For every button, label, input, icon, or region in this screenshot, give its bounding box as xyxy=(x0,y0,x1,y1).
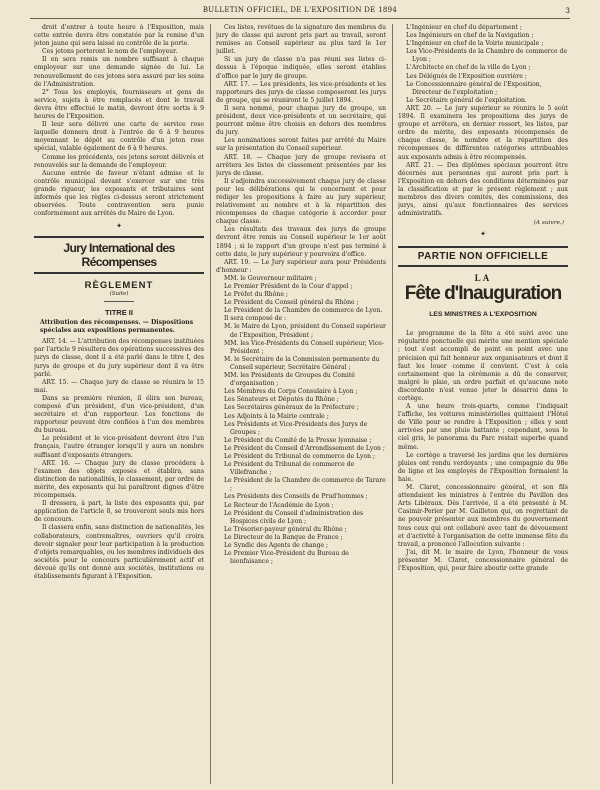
article-paragraph: ART. 21. — Des diplômes spéciaux pourront être décernés aux personnes qui auront pris part à l'Exposition en dehors des conditions déterminées par la classification et par le présent règlement ; aux membres des divers comités, des commissions, des jurys, ainsi qu'aux fonctionnaires des services administratifs. xyxy=(398,161,568,218)
paragraph: Ces jetons porteront le nom de l'employeur. xyxy=(42,48,178,56)
ornament-divider: ✦ xyxy=(480,230,486,239)
article-paragraph: ART. 16. — Chaque jury de classe procédera à l'examen des objets exposés et établira, sans distinction de nationalités, le classement, par ordre de mérite, des exposants qui lui paraîtront dignes d'être récompensés. xyxy=(34,459,204,500)
list-item: Le Président du Conseil d'administration des Hospices civils de Lyon ; xyxy=(224,509,364,525)
article-paragraph: Si un jury de classe n'a pas réuni ses listes ci-dessus à l'époque indiquée, elles seront établies d'office par le jury de groupe. xyxy=(216,56,386,80)
list-item: L'Architecte en chef de la ville de Lyon ; xyxy=(406,64,531,72)
running-header xyxy=(30,6,570,19)
members-list-continued xyxy=(398,24,568,105)
list-item: Le Premier Président de la Cour d'appel ; xyxy=(224,283,353,290)
article-paragraph: ART. 18. — Chaque jury de groupe revisera et arrêtera les listes de classement présentées par les jurys de classe. xyxy=(216,153,386,177)
list-item: L'Ingénieur en chef de la Voirie municipale ; xyxy=(406,40,544,48)
col3-article-text xyxy=(398,330,568,573)
paragraph: 2° Tous les employés, fournisseurs et gens de service, sujets à être remplacés et dont le travail devra être effectué le matin, devront être sortis à 9 heures de l'Exposition. xyxy=(34,88,204,121)
col2-top-text xyxy=(216,24,386,275)
article-paragraph: Il sera nommé, pour chaque jury de groupe, un président, deux vice-présidents et un secrétaire, qui pourront même être choisis en dehors des membres du jury. xyxy=(216,104,386,137)
column-rule xyxy=(210,24,211,784)
article-paragraph: ART. 14. — L'attribution des récompenses instituées par l'article 9 résultera des opérations successives des jurys de classe, dont il a été parlé dans le titre I, des jurys de groupe et du jury supérieur dont il va être parlé. xyxy=(34,338,204,378)
list-item: Les Présidents et Vice-Présidents des Jurys de Groupes ; xyxy=(224,420,368,436)
list-item: Le Président de la Chambre de commerce de Tarare ; xyxy=(224,477,386,493)
article-paragraph: ART. 19. — Le Jury supérieur aura pour Présidents d'honneur : xyxy=(216,258,386,274)
suite-note: (Suite) xyxy=(109,291,129,298)
list-item: Le Syndic des Agents de change ; xyxy=(224,542,329,549)
article-paragraph: ART. 17. — Les présidents, les vice-présidents et les rapporteurs des jurys de classe composeront les jurys de groupe, qui se réuniront le 5 juillet 1894. xyxy=(216,80,386,104)
partie-non-officielle-heading: PARTIE NON OFFICIELLE xyxy=(398,246,568,267)
article-paragraph: Les nominations seront faites par arrêté du Maire sur la présentation du Conseil supérieur. xyxy=(216,137,386,153)
col1-top-text xyxy=(34,24,204,218)
article-paragraph: Il s'adjoindra successivement chaque jury de classe pour les délibérations qui le concernent et pour rédiger les propositions à faire au jury supérieur, relativement au nombre et à la répartition des récompenses de chaque catégorie à accorder pour chaque classe. xyxy=(216,177,386,226)
article-paragraph: Les résultats des travaux des jurys de groupe devront être remis au Conseil supérieur le 1er août 1894 ; si le rapport d'un groupe n'est pas terminé à cette date, le jury supérieur y pourvoira d'office. xyxy=(216,226,386,258)
a-suivre-note: (A suivre.) xyxy=(533,220,564,227)
column-1 xyxy=(34,24,204,784)
article-paragraph: Le cortège a traversé les jardins que les dernières pluies ont rendu verdoyants ; une compagnie du 98e de ligne et les employés de l'Exposition formaient la haie. xyxy=(398,451,568,483)
article-paragraph: J'ai, dit M. le maire de Lyon, l'honneur de vous présenter M. Claret, concessionnaire général de l'Exposition, qui, pour faire aboutir cette grande xyxy=(398,548,568,572)
list-item: Les Vice-Présidents de la Chambre de commerce de Lyon ; xyxy=(406,48,568,64)
article-paragraph: Il dressera, à part, la liste des exposants qui, par application de l'article 8, se trouveront seuls mis hors de concours. xyxy=(34,500,204,524)
list-item: Le Préfet du Rhône ; xyxy=(224,291,288,299)
ornament-divider: ✦ xyxy=(116,222,122,231)
members-list xyxy=(216,323,386,566)
list-item: Le Président du Conseil général du Rhône ; xyxy=(224,299,359,307)
list-item: Le Concessionnaire général de l'Exposition, Directeur de l'exploitation ; xyxy=(406,80,542,96)
list-item: M. le Maire de Lyon, président du Conseil supérieur de l'Exposition, Président ; xyxy=(224,323,386,339)
ministres-subheading: LES MINISTRES A L'EXPOSITION xyxy=(429,311,537,319)
article-paragraph: M. Claret, concessionnaire général, et son fils attendaient les ministres à l'entrée du Pavillon des Arts Libéraux. Dès l'arrivée, il a été présenté à M. Casimir-Perier par M. Gailleton qui, on regrettant de ne pouvoir présenter aux membres du gouvernement tous ceux qui ont collaboré avec tant de dévouement et d'activité à l'organisation de cette immense fête du travail, a prononcé l'allocution suivante : xyxy=(398,484,568,548)
list-item: Le Directeur de la Banque de France ; xyxy=(224,533,343,541)
article-paragraph: ART. 20. — Le jury supérieur se réunira le 5 août 1894. Il examinera les propositions des jurys de groupe et arrêtera, en dernier ressort, les listes, par ordre de mérite, des exposants récompensés de chaque classe, le nombre et la répartition des récompenses de différentes catégories attribuables aux exposants admis à être récompensés. xyxy=(398,104,568,161)
list-item: Les Présidents des Conseils de Prud'hommes ; xyxy=(224,493,368,501)
titre-subheading: Attribution des récompenses. — Dispositions spéciales aux expositions permanentes. xyxy=(40,319,194,335)
article-paragraph: ART. 15. — Chaque jury de classe se réunira le 15 mai. xyxy=(34,378,204,394)
list-item: Le Président de la Chambre de commerce de Lyon. xyxy=(224,307,383,315)
article-paragraph: Le président et le vice-président devront être l'un français, l'autre étranger lorsqu'il y aura un nombre suffisant d'exposants étrangers. xyxy=(34,435,204,459)
list-item: Les Sénateurs et Députés du Rhône ; xyxy=(224,396,339,404)
list-item: Le Président du Tribunal de commerce de Lyon ; xyxy=(224,452,376,460)
column-2 xyxy=(216,24,386,784)
list-item: Le Président du Comité de la Presse lyonnaise ; xyxy=(224,436,372,444)
paragraph: droit d'entrer à toute heure à l'Exposition, mais cette entrée devra être constatée par la remise d'un jeton jaune qui sera laissé au contrôle de la porte. xyxy=(34,24,204,48)
running-title: BULLETIN OFFICIEL, DE L'EXPOSITION DE 1894 xyxy=(202,6,398,14)
article-paragraph: A une heure trois-quarts, comme l'indiquait l'affiche, les voitures ministérielles quittaient l'Hôtel de Ville pour se rendre à l'Exposition ; elles y sont arrivées par une pluie battante ; cependant, sous le ciel gris, le panorama du Parc restait superbe quand même. xyxy=(398,403,568,451)
article-paragraph: Le programme de la fête a été suivi avec une régularité ponctuelle qui mérite une mention spéciale ; tout s'est accompli de point en point avec une précision qui fait honneur aux organisateurs et dont il faut les louer comme il convient. C'est à cela certainement que la cérémonie a dû de conserver, malgré le plaie, un ordre parfait et qu'aucune note discordante n'est venue jeter le désarroi dans le cortège. xyxy=(398,330,568,402)
paragraph: Il en sera remis un nombre suffisant à chaque employeur sur une demande signée de lui. Le renouvellement de ces jetons sera assuré par les soins de l'Administration. xyxy=(34,56,204,88)
list-item: Le Premier Vice-Président du Bureau de bienfaisance ; xyxy=(224,550,349,566)
column-rule xyxy=(392,24,393,784)
compose-line: Il sera composé de : xyxy=(224,315,287,323)
list-item: Le Trésorier-payeur général du Rhône ; xyxy=(224,525,347,533)
section-title: Jury International des Récompenses xyxy=(34,236,204,274)
list-item: Le Président du Tribunal de commerce de Villefranche ; xyxy=(224,461,355,477)
divider xyxy=(104,301,134,302)
list-item: MM. les Vice-Présidents du Conseil supérieur, Vice-Président ; xyxy=(224,339,384,355)
list-item: Les Adjoints à la Mairie centrale ; xyxy=(224,412,329,420)
list-item: M. le Secrétaire de la Commission permanente du Conseil supérieur, Secrétaire Général ; xyxy=(224,355,380,371)
honorary-presidents-list xyxy=(216,275,386,315)
paragraph: Il leur sera délivré une carte de service rose laquelle donnera droit à l'entrée de 6 à 9 heures moyennant le dépôt au contrôle d'un jeton rose spécial, valable également de 6 à 9 heures. xyxy=(34,121,204,153)
fete-heading: Fête d'Inauguration xyxy=(404,283,562,305)
list-item: MM. les Présidents de Groupes du Comité d'organisation ; xyxy=(224,372,355,388)
la-heading: LA xyxy=(474,273,492,284)
list-item: Les Ingénieurs en chef de la Navigation ; xyxy=(406,32,534,40)
paragraph: Comme les précédents, ces jetons seront délivrés et renouvelés sur la demande de l'employeur. xyxy=(34,153,204,169)
paragraph: Aucune entrée de faveur n'étant admise et le contrôle municipal devant s'exercer sur une très grande rigueur, les exposants et tributaires sont informés que les règles ci-dessus seront strictement observées. Toute contravention sera punie conformément aux arrêtés du Maire de Lyon. xyxy=(34,169,204,218)
titre-heading: TITRE II xyxy=(105,308,133,318)
col3-articles xyxy=(398,105,568,218)
list-item: Les Délégués de l'Exposition ouvrière ; xyxy=(406,72,527,80)
list-item: MM. le Gouverneur militaire ; xyxy=(224,274,317,282)
list-item: Les Secrétaires généraux de la Préfecture ; xyxy=(224,404,359,412)
list-item: L'Ingénieur en chef du département ; xyxy=(406,24,522,31)
col1-bottom-text xyxy=(34,338,204,581)
list-item: Le Secrétaire général de l'exploitation. xyxy=(406,96,527,104)
column-3 xyxy=(398,24,568,784)
reglement-heading: RÈGLEMENT xyxy=(84,280,154,292)
page-number: 3 xyxy=(565,6,570,15)
article-paragraph: Il classera enfin, sans distinction de nationalités, les collaborateurs, contremaîtres, ouvriers qu'il croira devoir signaler pour leur participation à la production d'objets remarquables, ou les membres individuels des sociétés pour le concours particulièrement actif et dévoué qu'ils ont donné aux sociétés, institutions ou établissements figurant à l'Exposition. xyxy=(34,524,204,580)
article-paragraph: Ces listes, revêtues de la signature des membres du jury de classe qui auront pris part au travail, seront remises au Conseil supérieur au plus tard le 1er juillet. xyxy=(216,24,386,56)
list-item: Les Membres du Corps Consulaire à Lyon ; xyxy=(224,388,358,396)
list-item: Le Président du Conseil d'Arrondissement de Lyon ; xyxy=(224,444,385,452)
list-item: Le Recteur de l'Académie de Lyon ; xyxy=(224,501,334,509)
article-paragraph: Dans sa première réunion, il élira son bureau, composé d'un président, d'un vice-président, d'un secrétaire et d'un rapporteur. Les fonctions de rapporteur peuvent être confiées à l'un des membres du bureau. xyxy=(34,394,204,435)
